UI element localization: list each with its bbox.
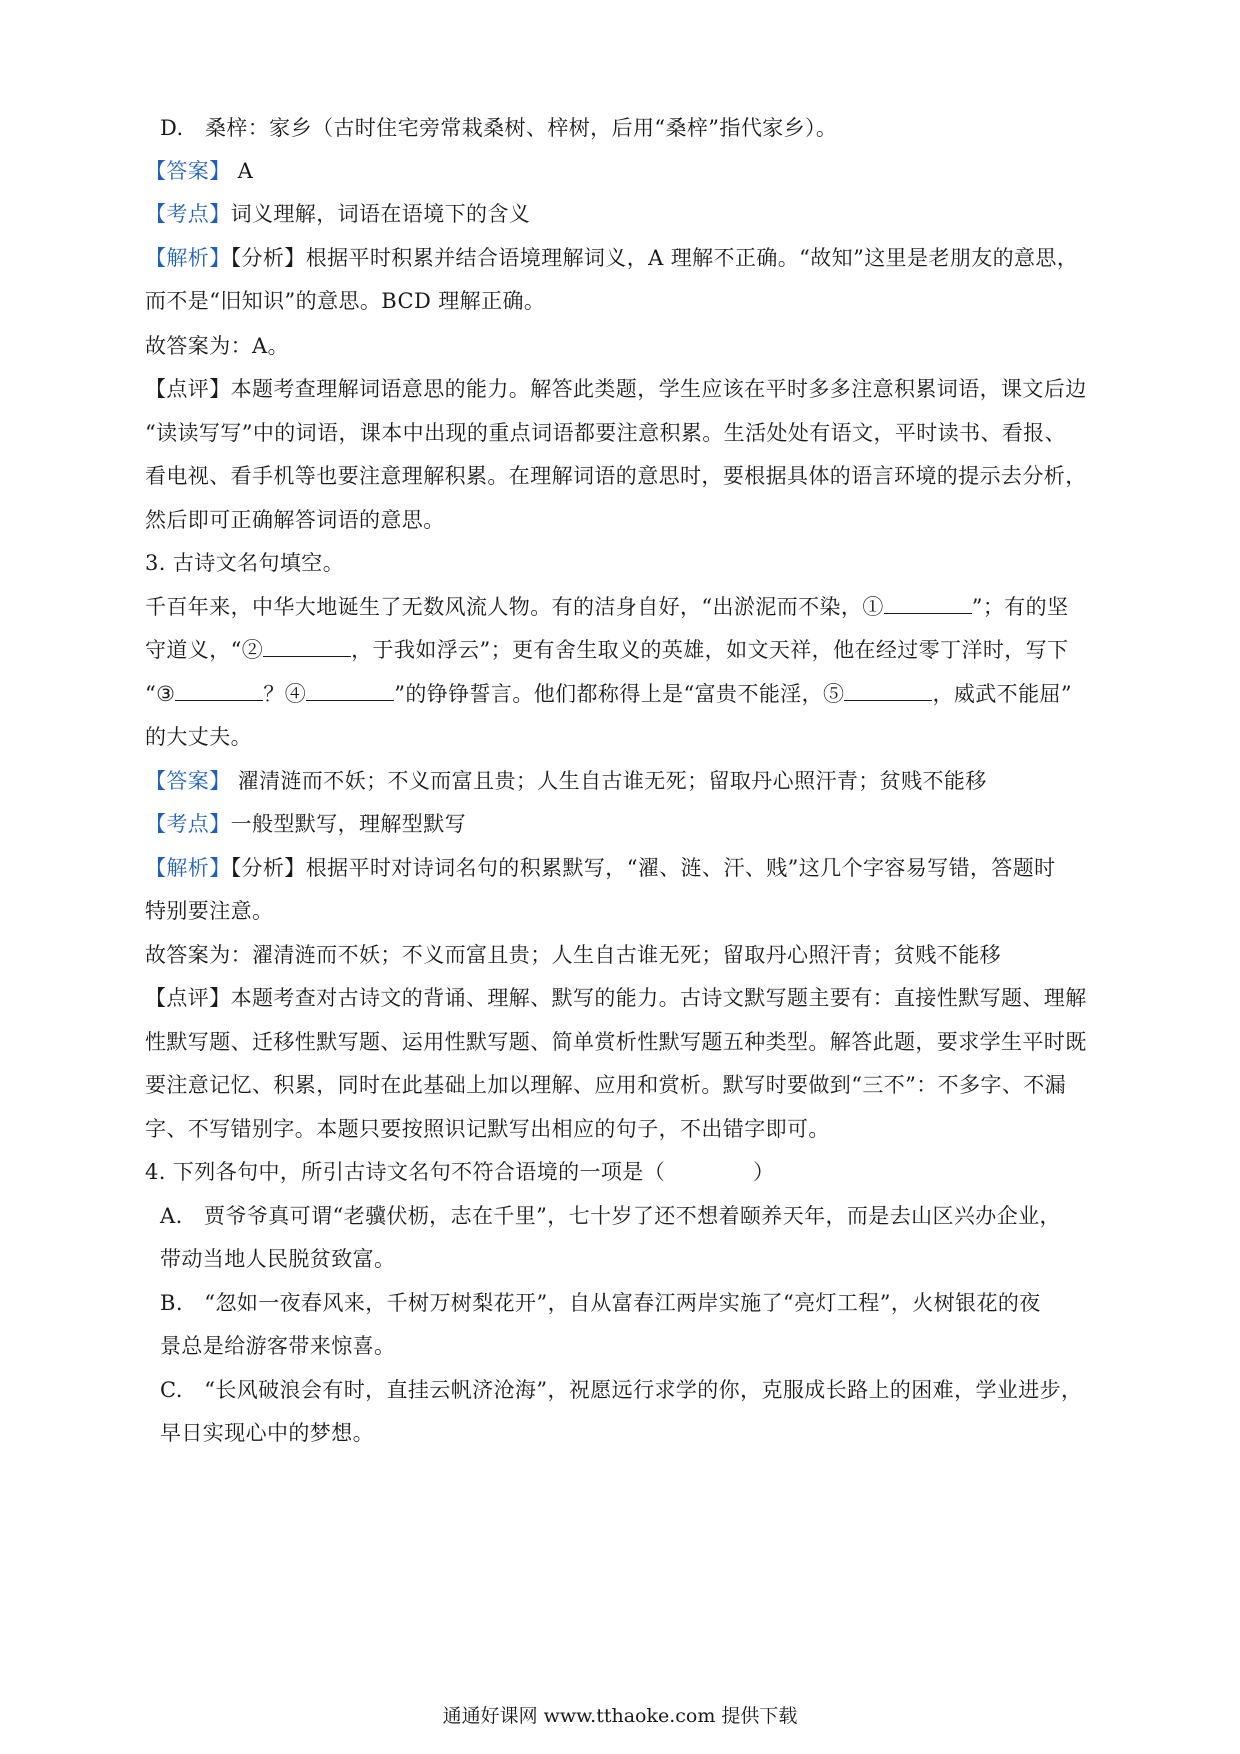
q3-dianping-line-1: 【点评】本题考查对古诗文的背诵、理解、默写的能力。古诗文默写题主要有：直接性默写题、理解 — [145, 986, 1087, 1010]
answer-row — [145, 156, 253, 186]
q3-text-segment: ，于我如浮云”；更有舍生取义的英雄，如文天祥，他在经过零丁洋时，写下 — [351, 638, 1069, 662]
q4-option-c: C. “长风破浪会有时，直挂云帆济沧海”，祝愿远行求学的你，克服成长路上的困难，学业进步， — [160, 1378, 1083, 1402]
answer-text: A — [230, 159, 254, 183]
q4-option-b: B. “忽如一夜春风来，千树万树梨花开”，自从富春江两岸实施了“亮灯工程”，火树银花的夜 — [160, 1291, 1041, 1315]
jiexi-continued: 而不是“旧知识”的意思。BCD 理解正确。 — [145, 289, 546, 313]
dianping-line-2: “读读写写”中的词语，课本中出现的重点词语都要注意积累。生活处处有语文，平时读书、看报、 — [145, 421, 1067, 445]
q4-title-text: 4. 下列各句中，所引古诗文名句不符合语境的一项是（ — [145, 1160, 666, 1184]
kaodian-tag: 【考点】 — [145, 202, 231, 226]
q3-final-answer: 故答案为：濯清涟而不妖；不义而富且贵；人生自古谁无死；留取丹心照汗青；贫贱不能移 — [145, 943, 1001, 967]
question-4-title — [145, 1157, 775, 1187]
dianping-line-4: 然后即可正确解答词语的意思。 — [145, 508, 445, 532]
q3-dianping-line-2: 性默写题、迁移性默写题、运用性默写题、简单赏析性默写题五种类型。解答此题，要求学生平时既 — [145, 1030, 1087, 1054]
jiexi-text: 【分析】根据平时对诗词名句的积累默写，“濯、涟、汗、贱”这几个字容易写错，答题时 — [230, 856, 1056, 880]
kaodian-text: 一般型默写，理解型默写 — [230, 812, 467, 836]
option-d: D. 桑梓：家乡（古时住宅旁常栽桑树、梓树，后用“桑梓”指代家乡）。 — [160, 116, 838, 140]
q3-text-segment: “③ — [145, 682, 176, 706]
q3-passage-line-2 — [145, 635, 1068, 665]
jiexi-tag: 【解析】 — [145, 856, 231, 880]
question-3-title: 3. 古诗文名句填空。 — [145, 551, 345, 575]
q3-dianping-line-3: 要注意记忆、积累，同时在此基础上加以理解、应用和赏析。默写时要做到“三不”：不多字、不漏 — [145, 1073, 1067, 1097]
q3-passage-line-3 — [145, 679, 1072, 709]
final-answer: 故答案为：A。 — [145, 334, 289, 358]
q4-option-a-continued: 带动当地人民脱贫致富。 — [160, 1247, 396, 1271]
answer-text: 濯清涟而不妖；不义而富且贵；人生自古谁无死；留取丹心照汗青；贫贱不能移 — [230, 769, 987, 793]
q3-kaodian-row — [145, 809, 466, 839]
blank-1 — [884, 593, 972, 614]
blank-5 — [844, 680, 932, 701]
q3-jiexi-row — [145, 853, 1056, 883]
q3-text-segment: ”；有的坚 — [971, 595, 1069, 619]
answer-tag: 【答案】 — [145, 159, 231, 183]
q3-text-segment: ，威武不能屈” — [932, 682, 1073, 706]
q4-option-b-continued: 景总是给游客带来惊喜。 — [160, 1334, 396, 1358]
kaodian-text: 词义理解，词语在语境下的含义 — [230, 202, 531, 226]
kaodian-row — [145, 199, 530, 229]
q4-title-close: ） — [753, 1160, 775, 1184]
jiexi-tag: 【解析】 — [145, 246, 231, 270]
jiexi-row — [145, 243, 1078, 273]
page-footer: 通通好课网 www.tthaoke.com 提供下载 — [442, 1705, 798, 1727]
blank-4 — [306, 680, 394, 701]
blank-3 — [175, 680, 263, 701]
q3-text-segment: ？④ — [263, 682, 307, 706]
q3-text-segment: 守道义，“② — [145, 638, 264, 662]
jiexi-text: 【分析】根据平时积累并结合语境理解词义，A 理解不正确。“故知”这里是老朋友的意思， — [230, 246, 1079, 270]
dianping-line-3: 看电视、看手机等也要注意理解积累。在理解词语的意思时，要根据具体的语言环境的提示去分析， — [145, 464, 1087, 488]
blank-2 — [263, 636, 351, 657]
q4-option-a: A. 贾爷爷真可谓“老骥伏枥，志在千里”，七十岁了还不想着颐养天年，而是去山区兴办企业， — [160, 1204, 1061, 1228]
q3-passage-line-4: 的大丈夫。 — [145, 725, 252, 749]
q3-answer-row — [145, 766, 987, 796]
q3-dianping-line-4: 字、不写错别字。本题只要按照识记默写出相应的句子，不出错字即可。 — [145, 1117, 830, 1141]
q3-text-segment: 千百年来，中华大地诞生了无数风流人物。有的洁身自好，“出淤泥而不染，① — [145, 595, 884, 619]
kaodian-tag: 【考点】 — [145, 812, 231, 836]
q3-text-segment: ”的铮铮誓言。他们都称得上是“富贵不能淫，⑤ — [394, 682, 845, 706]
answer-tag: 【答案】 — [145, 769, 231, 793]
dianping-line-1: 【点评】本题考查理解词语意思的能力。解答此类题，学生应该在平时多多注意积累词语，课文后边 — [145, 377, 1087, 401]
q3-passage-line-1 — [145, 592, 1068, 622]
q4-option-c-continued: 早日实现心中的梦想。 — [160, 1421, 374, 1445]
q3-jiexi-continued: 特别要注意。 — [145, 899, 274, 923]
